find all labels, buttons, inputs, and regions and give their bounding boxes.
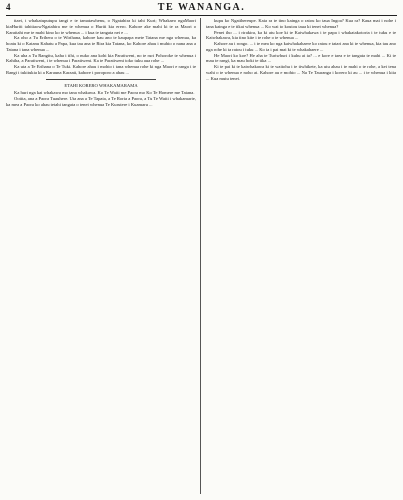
left-paragraph: Ootita, ana a Paora Tuauhere. Uta ana a Te Tapata, a Te Roria a Paora, a Tu Te Waiti i whakamarie, ka mea a Paora ko ahau tetahi tangata o tenei whenua Te Kurutere i Kuamaru ... bbox=[6, 96, 196, 107]
right-paragraph: He Maori ko koe? He aha te Turiwhuri i kuhu ai ia? ... e kore e taea e te tangata te mahi ... Ki te mau te rangi, ka mau hoki te tika ... bbox=[206, 52, 396, 64]
notice-heading: ETAHI KORERO WHAKAMARAMA bbox=[64, 82, 138, 88]
left-paragraph: Ka oho a Tu Erihera o te Wirihana, kahore kau ano te kaupapa mete Tatana me nga whenua, ka hoatu ki o Katanu Kahatu a Papa, kua tau ana te Rira kia Tatana, ko Kahore ahau i muhio o nana ana a Tatana i tana whenua ... bbox=[6, 35, 196, 52]
right-paragraph: Kahore au i rongo. ... i te mea ko nga kaiwhakahaere ko ratou e tatari ana ki te whenua, kia tau ano nga rohe ki ta ratou i tuku ... Ko ia i pai mai ki te whakahaere ... bbox=[206, 41, 396, 52]
page-number: 4 bbox=[6, 2, 11, 12]
page-header bbox=[6, 2, 397, 16]
header-rule bbox=[6, 15, 397, 16]
section-divider bbox=[46, 79, 156, 80]
left-column bbox=[6, 18, 196, 496]
right-paragraph: kupu ko Ngatihereupe. Kaia ra te tino kainga o ratou ko taua Ingoa? Kua ra? Kaua mai i nohe i tana kainga e te tikai whenua ... Ko wai to koutou taua ki tenei whenua? bbox=[206, 18, 396, 29]
left-paragraph: ttaei, i whakatuputupu tangi e te tamatawhenu, o Ngatahira ki tahi Kuri; Whakaeo ngaMaori kiaHuriti tahitiaowNgatahira me te whenua o Huriti kia erero. Kahore ake mahi ki te ra Maori o Karaitahi me te mahi kino ko te whenua ... i kua te tangata nei e ... bbox=[6, 18, 196, 35]
left-paragraph: Ka uta a Te Erihana o Te Tuki. Kahore ahau i mohio i tana whenua rohe ki nga Maori e ranga i te Rangi i tukitukia ki a Karauna Karaati, kahore i poroporo a ahau ... bbox=[6, 64, 196, 75]
right-paragraph: Penei iho ... i rirakira, ka ki atu koe ki te Kaiwhakawa i te papa i whakatakotoria i te tuku e te Kaiwhakawa, kia tino kite i te rohe o te whenua ... bbox=[206, 29, 396, 41]
left-paragraph: Ka huri nga kai whakawa mo tana whakawa. Ko Te Waiti me Paora mo Ko Te Homere me Tatana. bbox=[14, 90, 195, 96]
right-paragraph: Ki te pai ki te kaiwhakawa ki te waitohu i te tiwhikete, ka utu ahau i te mahi o te rohe, a kei tena wahi o te whenua e noho ai. Kahore au e mohio ... Na Te Tauranga i korero ki au ... i te whenua i kiia ... Kua mutu tenei. bbox=[206, 64, 396, 81]
newspaper-title: TE WANANGA. bbox=[157, 2, 246, 13]
left-paragraph: Ka uha a Tu Rangitu, kaha i tihi, o nuko ana kohi kia Paratiweni, no te ruri Pohoroke te whenua i Kahiha, a Paratiweni, i te whenua i Paratiweni. Ka te Paratiweni toko tuku aua rohe ... bbox=[6, 52, 196, 64]
column-divider bbox=[200, 18, 201, 494]
right-column bbox=[206, 18, 396, 496]
